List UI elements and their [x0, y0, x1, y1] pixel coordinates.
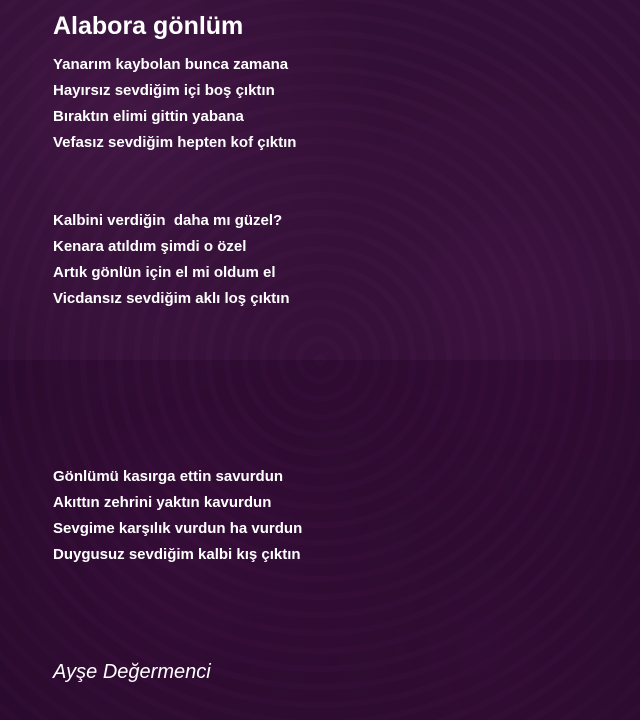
poem-line: Vicdansız sevdiğim aklı loş çıktın — [53, 290, 290, 307]
poem-line: Artık gönlün için el mi oldum el — [53, 264, 276, 281]
poem-line: Kenara atıldım şimdi o özel — [53, 238, 247, 255]
stanza-2 — [53, 208, 289, 312]
poem-author: Ayşe Değermenci — [53, 661, 211, 683]
poem-line: Yanarım kaybolan bunca zamana — [53, 56, 289, 73]
poem-line: Akıttın zehrini yaktın kavurdun — [53, 494, 272, 511]
poem-line: Vefasız sevdiğim hepten kof çıktın — [53, 134, 297, 151]
stanza-1 — [53, 52, 296, 156]
poem-line: Hayırsız sevdiğim içi boş çıktın — [53, 82, 275, 99]
poem-line: Bıraktın elimi gittin yabana — [53, 108, 244, 125]
poem-title: Alabora gönlüm — [53, 12, 244, 40]
poem-line: Kalbini verdiğin daha mı güzel? — [53, 212, 283, 229]
poem-line: Sevgime karşılık vurdun ha vurdun — [53, 520, 303, 537]
stanza-3 — [53, 464, 302, 568]
poem-line: Gönlümü kasırga ettin savurdun — [53, 468, 284, 485]
poem-line: Duygusuz sevdiğim kalbi kış çıktın — [53, 546, 301, 563]
